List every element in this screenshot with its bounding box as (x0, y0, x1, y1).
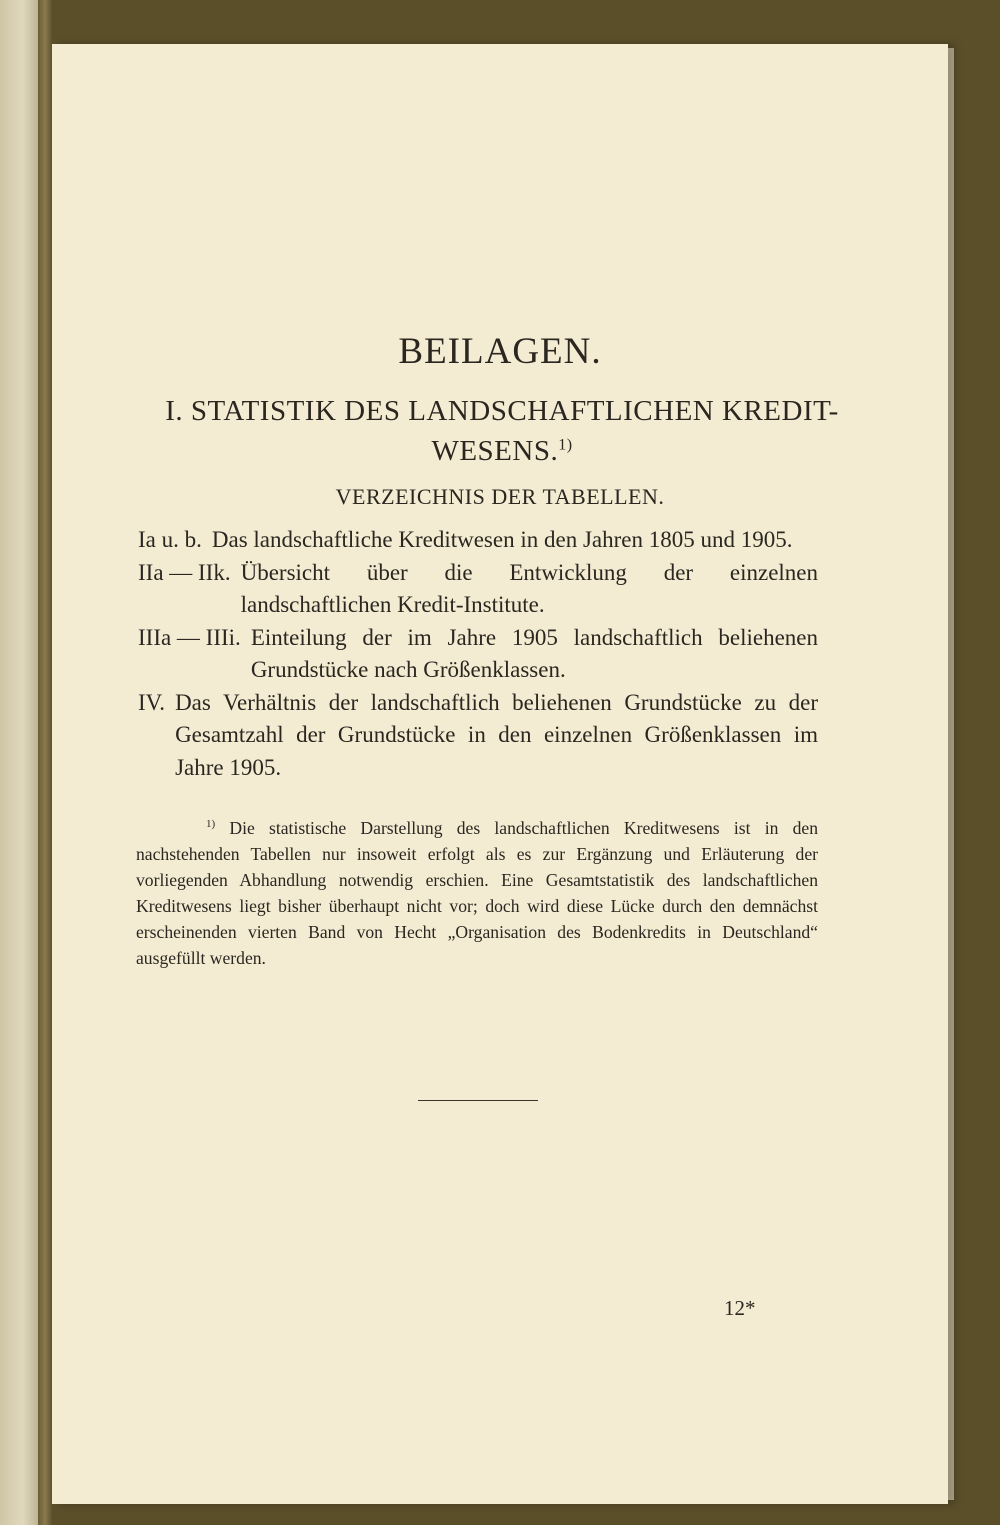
table-index (138, 524, 818, 784)
toc-entry (138, 524, 818, 557)
toc-key: IIa — IIk. (138, 559, 231, 585)
footnote (136, 811, 818, 971)
toc-text: Das Verhältnis der landschaftlich beliehenen Grundstücke zu der Gesamtzahl der Grundstücke in den einzelnen Größenklassen im Jahre 1905. (175, 689, 818, 780)
toc-key: IV. (138, 689, 166, 715)
toc-entry (138, 687, 818, 785)
page-number: 12* (724, 1296, 756, 1320)
toc-text: Übersicht über die Entwicklung der einzelnen landschaftlichen Kredit-Institute. (240, 559, 818, 617)
footnote-ref-marker: 1) (558, 436, 573, 454)
page-title: BEILAGEN. (398, 331, 602, 372)
book-spine (38, 0, 52, 1525)
section-heading-line2: WESENS. (431, 435, 559, 467)
book-page (52, 44, 948, 1504)
toc-key: Ia u. b. (138, 527, 202, 552)
toc-entry (138, 557, 818, 622)
footnote-marker: 1) (206, 818, 216, 830)
toc-key: IIIa — IIIi. (138, 624, 241, 650)
facing-page-edge (0, 0, 38, 1525)
section-heading (122, 391, 882, 471)
toc-entry (138, 622, 818, 687)
toc-text: Einteilung der im Jahre 1905 landschaftlich beliehenen Grundstücke nach Größenklassen. (250, 624, 818, 682)
divider-rule (418, 1100, 538, 1101)
section-heading-line1: I. STATISTIK DES LANDSCHAFTLICHEN KREDIT- (165, 395, 839, 427)
footnote-text: Die statistische Darstellung des landschaftlichen Kreditwesens ist in den nachstehenden Tabellen nur insoweit erfolgt als es zur Ergänzung und Erläuterung der vorliegenden Abhandlung notwendig erschien. Eine Gesamtstatistik des landschaftlichen Kreditwesens liegt bisher überhaupt nicht vor; doch wird diese Lücke durch den demnächst erscheinenden vierten Band von Hecht „Organisation des Bodenkredits in Deutschland“ ausgefüllt werden. (136, 817, 818, 968)
toc-text: Das landschaftliche Kreditwesen in den Jahren 1805 und 1905. (211, 527, 793, 552)
table-index-heading: VERZEICHNIS DER TABELLEN. (335, 484, 665, 509)
